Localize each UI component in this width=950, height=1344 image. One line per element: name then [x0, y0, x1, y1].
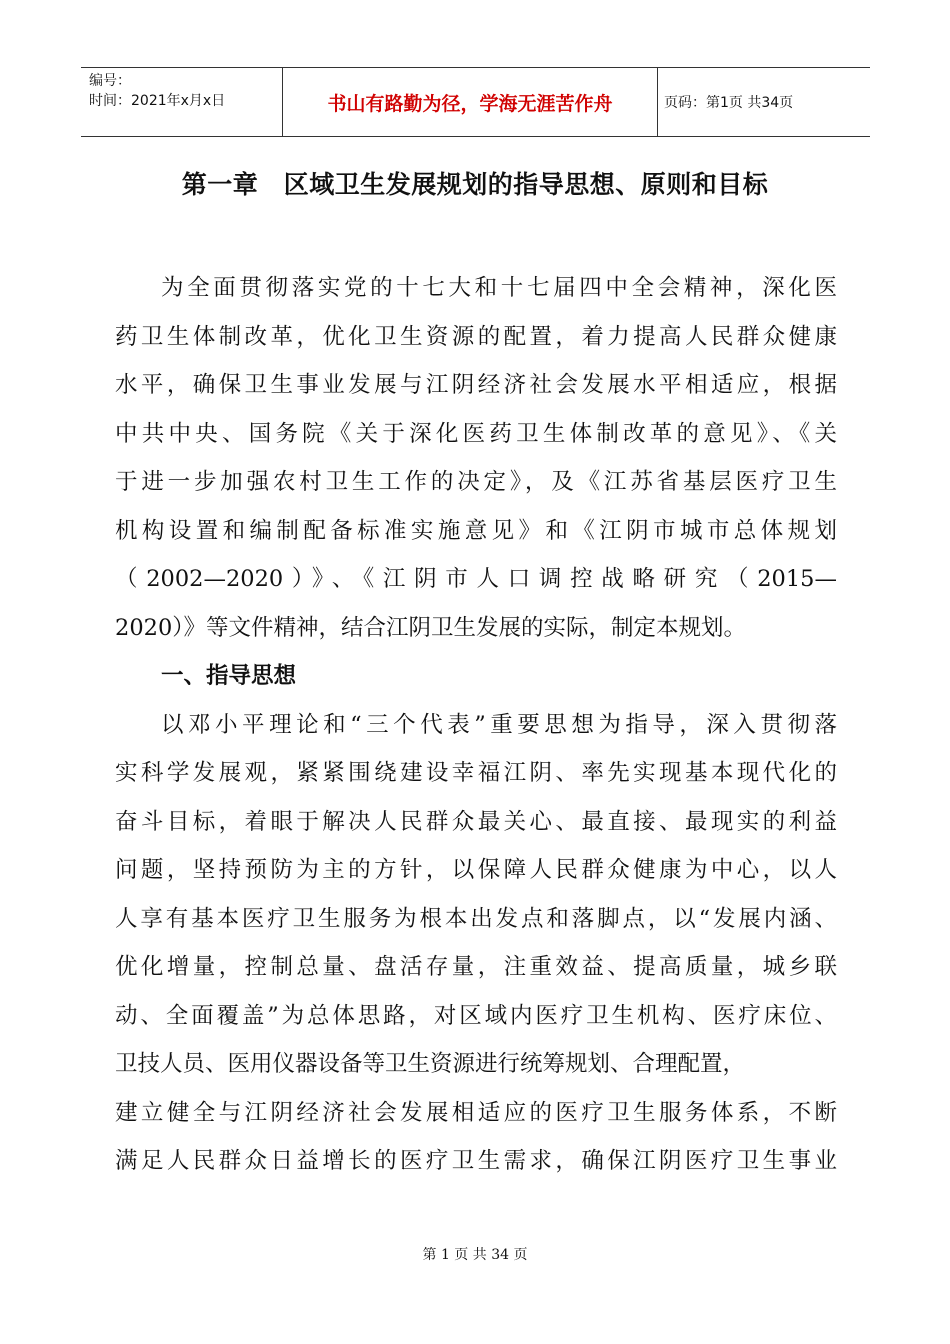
document-time-label: 时间：2021年x月x日	[89, 93, 226, 109]
paragraph-line: 于进一步加强农村卫生工作的决定》，及《江苏省基层医疗卫生	[115, 469, 837, 495]
paragraph-line: 中共中央、国务院《关于深化医药卫生体制改革的意见》、《关	[115, 420, 837, 447]
document-number-label: 编号：	[89, 73, 131, 89]
chapter-title	[0, 165, 950, 201]
page-header	[81, 67, 870, 137]
paragraph-line: 人享有基本医疗卫生服务为根本出发点和落脚点，以“发展内涵、	[115, 905, 837, 932]
paragraph-line: 药卫生体制改革，优化卫生资源的配置，着力提高人民群众健康	[115, 323, 837, 350]
paragraph-line: 问题，坚持预防为主的方针，以保障人民群众健康为中心，以人	[115, 857, 837, 883]
header-page-info: 页码：第1页 共34页	[664, 95, 794, 111]
paragraph-line: 奋斗目标，着眼于解决人民群众最关心、最直接、最现实的利益	[115, 808, 837, 835]
paragraph-line: 满足人民群众日益增长的医疗卫生需求，确保江阴医疗卫生事业	[115, 1148, 837, 1174]
paragraph-line: 动、全面覆盖”为总体思路，对区域内医疗卫生机构、医疗床位、	[115, 1002, 837, 1029]
paragraph-line: 机构设置和编制配备标准实施意见》和《江阴市城市总体规划	[115, 517, 837, 544]
section-heading: 一、指导思想	[161, 663, 297, 689]
document-body	[115, 264, 837, 1186]
paragraph-line: 实科学发展观，紧紧围绕建设幸福江阴、率先实现基本现代化的	[115, 760, 837, 786]
chapter-title-text: 第一章 区域卫生发展规划的指导思想、原则和目标	[181, 170, 769, 199]
paragraph-line: 卫技人员、医用仪器设备等卫生资源进行统筹规划、合理配置，	[115, 1051, 746, 1077]
header-meta	[81, 68, 283, 136]
paragraph-line: 2020）》等文件精神，结合江阴卫生发展的实际，制定本规划。	[115, 614, 747, 641]
paragraph-line: 为全面贯彻落实党的十七大和十七届四中全会精神，深化医	[161, 275, 837, 301]
paragraph-line: （2002—2020）》、《江阴市人口调控战略研究（2015—	[115, 566, 837, 592]
paragraph-line: 水平，确保卫生事业发展与江阴经济社会发展水平相适应，根据	[115, 372, 837, 398]
paragraph-line: 以邓小平理论和“三个代表”重要思想为指导，深入贯彻落	[161, 711, 837, 738]
header-motto: 书山有路勤为径，学海无涯苦作舟	[283, 68, 658, 136]
paragraph-line: 建立健全与江阴经济社会发展相适应的医疗卫生服务体系，不断	[115, 1099, 837, 1126]
paragraph-line: 优化增量，控制总量、盘活存量，注重效益、提高质量，城乡联	[115, 954, 837, 980]
page-footer: 第 1 页 共 34 页	[422, 1247, 528, 1263]
